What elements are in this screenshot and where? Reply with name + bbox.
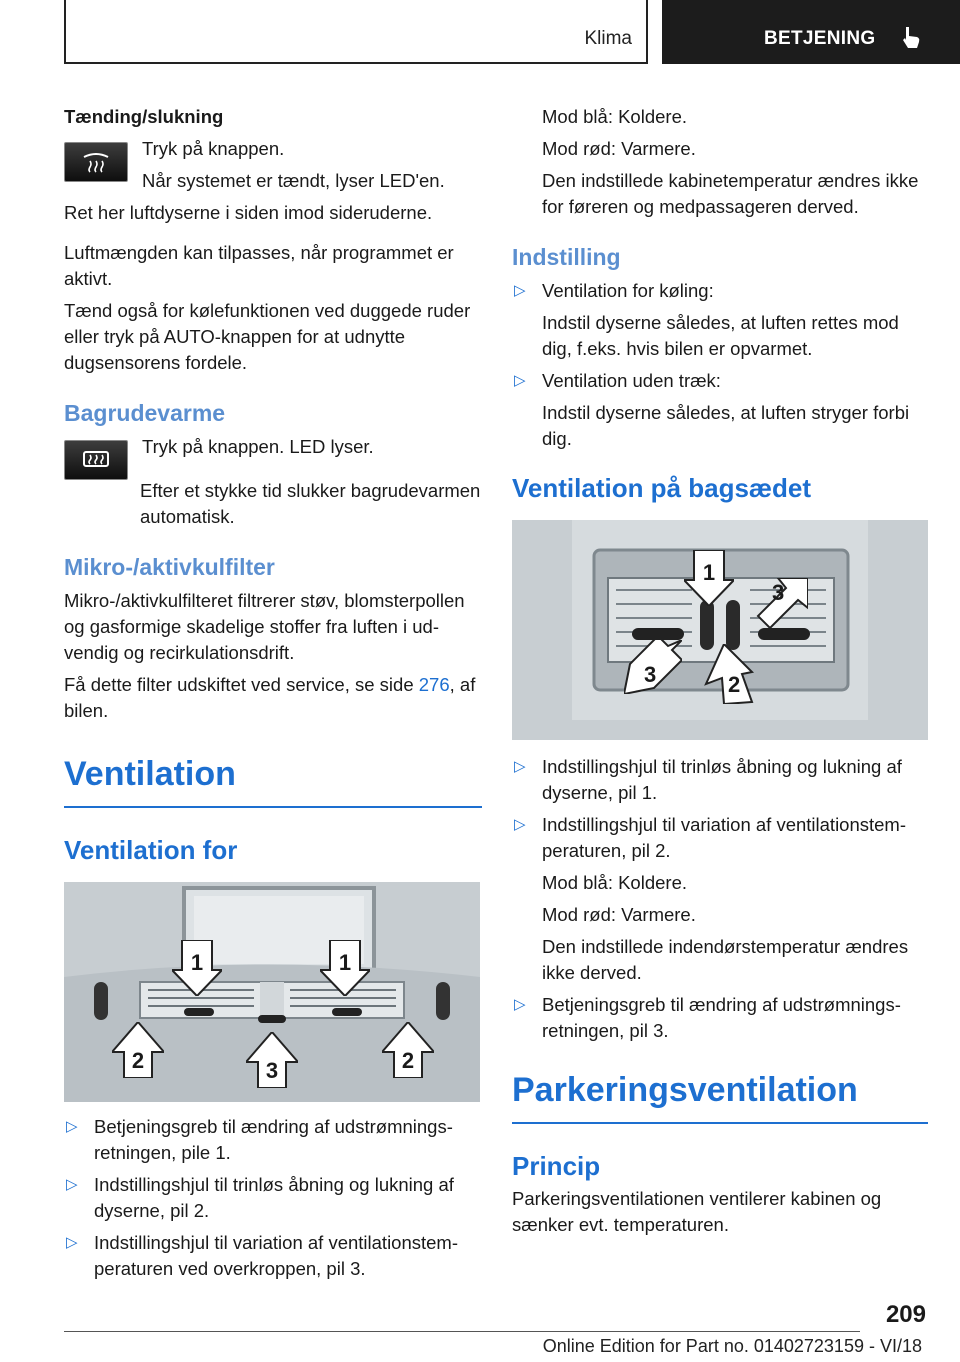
filter-paragraph-2-text: Få dette filter udskiftet ved service, se side — [64, 674, 419, 695]
page-number: 209 — [885, 1301, 926, 1328]
right-column — [512, 104, 928, 1244]
arrow-label-2b: 2 — [382, 1022, 434, 1078]
cabin-temp-line: Den indstillede kabinetemperatur ændres ikke for føreren og medpassageren derved. — [542, 170, 919, 217]
filter-paragraph-1: Mikro-/aktivkulfilteret filtrerer støv, blomsterpollen og gasformige skadelige stoffer fra luften i udvendig og recirkulationsdrift. — [64, 590, 465, 663]
ventilation-heading: Ventilation — [64, 754, 482, 808]
red-warmer-line: Mod rød: Varmere. — [542, 138, 696, 159]
rear-arrow-label-1: 1 — [684, 550, 734, 606]
rear-defrost-heading: Bagrudevarme — [64, 400, 226, 426]
triangle-bullet-icon: ▷ — [66, 1234, 78, 1251]
rear-arrow-label-3a: 3 — [750, 578, 808, 632]
principle-text: Parkeringsventilationen ventilerer kabinen og sænker evt. temperaturen. — [512, 1188, 882, 1235]
rear-window-defrost-icon — [64, 440, 128, 480]
arrow-label-2a: 2 — [112, 1022, 164, 1078]
rear-vent-list — [512, 754, 928, 1044]
rear-arrow-label-2: 2 — [700, 644, 758, 704]
list-item — [64, 1230, 482, 1282]
triangle-bullet-icon: ▷ — [66, 1176, 78, 1193]
footer-edition: Online Edition for Part no. 01402723159 - VI/18 — [542, 1336, 922, 1356]
left-column — [64, 104, 482, 1288]
triangle-bullet-icon: ▷ — [514, 282, 526, 299]
list-item-title: Ventilation uden træk: — [542, 370, 721, 391]
rear-vent-figure — [512, 520, 928, 740]
front-vent-list — [64, 1114, 482, 1282]
list-item — [512, 992, 928, 1044]
principle-heading: Princip — [512, 1151, 601, 1181]
list-item-text: Indstil dyserne således, at luften stryger forbi dig. — [542, 402, 910, 449]
blue-colder-line: Mod blå: Koldere. — [542, 106, 688, 127]
arrow-label-1a: 1 — [172, 940, 222, 996]
header-section-box — [64, 0, 648, 64]
defrost-paragraph-1: Ret her luftdyserne i siden imod sideruderne. — [64, 202, 433, 223]
arrow-label-3: 3 — [246, 1032, 298, 1088]
list-item — [64, 1114, 482, 1166]
setting-list — [512, 278, 928, 452]
triangle-bullet-icon: ▷ — [514, 372, 526, 389]
header-section-title: Klima — [584, 28, 632, 49]
list-item — [512, 278, 928, 362]
rear-red-line: Mod rød: Varmere. — [542, 904, 696, 925]
filter-paragraph-2-end: , af bilen. — [64, 674, 476, 721]
list-item — [512, 812, 928, 986]
header-chapter-title: BETJENING — [764, 28, 876, 49]
defrost-line-2: Når systemet er tændt, lyser LED'en. — [142, 170, 445, 191]
list-item-title: Ventilation for køling: — [542, 280, 714, 301]
list-item-text: Indstillingshjul til variation af ventilationstemperaturen, pil 2. — [542, 814, 907, 861]
list-item — [512, 368, 928, 452]
header-chapter-box — [662, 0, 960, 64]
list-item — [64, 1172, 482, 1224]
triangle-bullet-icon: ▷ — [514, 758, 526, 775]
page-276-link[interactable]: 276 — [418, 674, 450, 695]
defrost-line-1: Tryk på knappen. — [142, 138, 285, 159]
rear-arrow-label-3b: 3 — [624, 640, 682, 694]
rear-indoor-line: Den indstillede indendørstemperatur ændres ikke derved. — [542, 936, 909, 983]
list-item-text: Indstillingshjul til variation af ventilationstemperaturen ved overkroppen, pil 3. — [94, 1232, 459, 1279]
list-item-text: Indstil dyserne således, at luften rettes mod dig, f.eks. hvis bilen er opvarmet. — [542, 312, 899, 359]
defrost-heading: Tænding/slukning — [64, 106, 224, 127]
defrost-paragraph-2: Luftmængden kan tilpasses, når programmet er aktivt. — [64, 242, 454, 289]
hand-pointer-icon — [898, 24, 924, 50]
rear-defrost-button-row — [64, 434, 482, 480]
windshield-defrost-icon — [64, 142, 128, 182]
triangle-bullet-icon: ▷ — [514, 816, 526, 833]
filter-paragraph-2 — [64, 672, 482, 724]
triangle-bullet-icon: ▷ — [514, 996, 526, 1013]
footer-divider — [64, 1331, 860, 1332]
filter-heading: Mikro-/aktivkulfilter — [64, 554, 275, 580]
arrow-label-1b: 1 — [320, 940, 370, 996]
rear-blue-line: Mod blå: Koldere. — [542, 872, 688, 893]
parking-ventilation-heading: Parkeringsventilation — [512, 1070, 928, 1124]
rear-defrost-line-2: Efter et stykke tid slukker bagrudevarmen automatisk. — [140, 480, 481, 527]
front-vent-figure — [64, 882, 480, 1102]
triangle-bullet-icon: ▷ — [66, 1118, 78, 1135]
defrost-button-row — [64, 136, 482, 200]
setting-heading: Indstilling — [512, 244, 621, 270]
list-item-text: Betjeningsgreb til ændring af udstrømningsretningen, pil 3. — [542, 994, 901, 1041]
rear-ventilation-heading: Ventilation på bagsædet — [512, 473, 812, 503]
list-item-text: Indstillingshjul til trinløs åbning og lukning af dyserne, pil 1. — [542, 756, 902, 803]
front-ventilation-heading: Ventilation for — [64, 835, 238, 865]
list-item — [512, 754, 928, 806]
rear-defrost-line-1: Tryk på knappen. LED lyser. — [142, 436, 374, 457]
list-item-text: Indstillingshjul til trinløs åbning og lukning af dyserne, pil 2. — [94, 1174, 454, 1221]
list-item-text: Betjeningsgreb til ændring af udstrømningsretningen, pile 1. — [94, 1116, 453, 1163]
defrost-paragraph-3: Tænd også for kølefunktionen ved duggede ruder eller tryk på AUTO-knappen for at udnytte dugsensorens fordele. — [64, 300, 471, 373]
